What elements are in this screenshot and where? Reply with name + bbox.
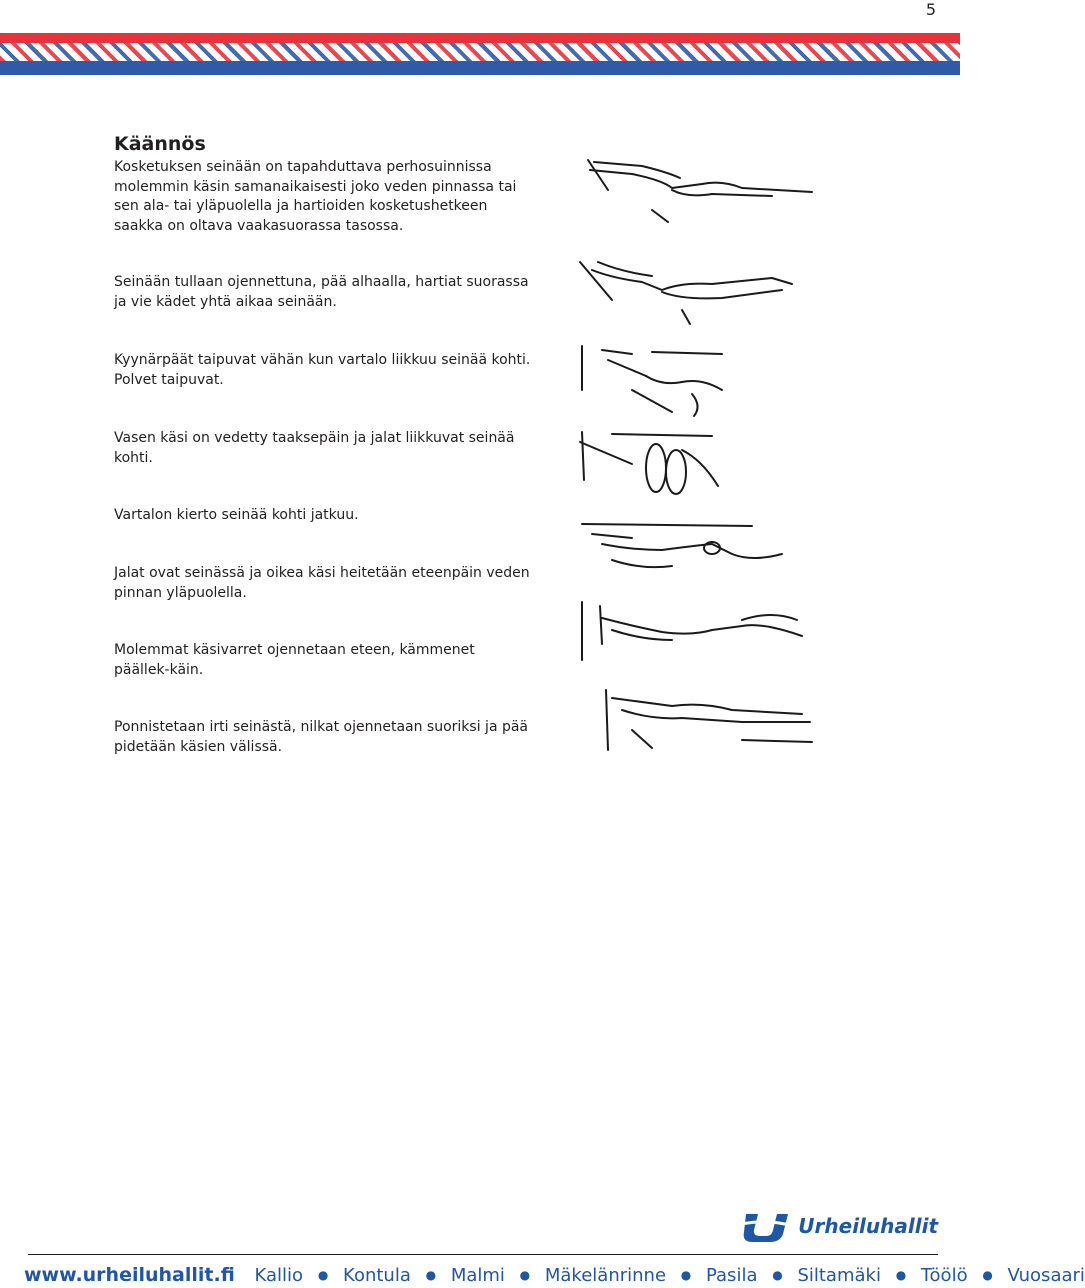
logo-text: Urheiluhallit [798,1214,938,1238]
paragraph-8: Ponnistetaan irti seinästä, nilkat ojennetaan suoriksi ja pää pidetään käsien välissä. [114,719,529,755]
footer-location-kallio: Kallio [254,1265,304,1286]
footer-divider [28,1254,938,1255]
paragraph-3: Kyynärpäät taipuvat vähän kun vartalo liikkuu seinää kohti. Polvet taipuvat. [114,352,531,388]
swimmer-figure-6 [582,602,802,660]
swimmer-figure-3 [582,346,722,416]
paragraph-2: Seinään tullaan ojennettuna, pää alhaalla, hartiat suorassa ja vie kädet yhtä aikaa seinään. [114,274,529,310]
urheiluhallit-logo [742,1208,938,1244]
swimmer-figure-1 [588,160,812,222]
footer-bullet: ● [982,1268,993,1282]
footer-website-link[interactable]: www.urheiluhallit.fi [24,1264,235,1286]
swimmer-sequence-figure [572,150,812,770]
paragraph-4: Vasen käsi on vedetty taaksepäin ja jalat liikkuvat seinää kohti. [114,430,515,466]
swimmer-figure-2 [580,262,792,324]
paragraph-6: Jalat ovat seinässä ja oikea käsi heitetään eteenpäin veden pinnan yläpuolella. [114,565,530,601]
paragraph-1: Kosketuksen seinään on tapahduttava perhosuinnissa molemmin käsin samanaikaisesti joko veden pinnassa tai sen ala- tai yläpuolella ja hartioiden kosketushetkeen saakka on oltava vaakasuorassa tasossa. [114,159,517,234]
header-stripe-blue [0,61,960,75]
page-title: Käännös [114,133,206,155]
footer-location-toolo: Töölö [920,1265,968,1286]
swimmer-figure-4 [580,432,718,494]
footer-location-malmi: Malmi [450,1265,505,1286]
header-stripe-red [0,33,960,43]
footer-bullet: ● [680,1268,692,1282]
swimmer-illustrations [572,150,812,770]
footer-location-siltamaki: Siltamäki [797,1265,881,1286]
footer-location-pasila: Pasila [705,1265,758,1286]
footer-location-makelanrinne: Mäkelänrinne [544,1265,667,1286]
swimmer-figure-5 [582,524,782,567]
urheiluhallit-logo-mark-icon [742,1208,794,1244]
footer-bullet: ● [895,1268,907,1282]
footer-bullet: ● [519,1268,531,1282]
paragraph-5: Vartalon kierto seinää kohti jatkuu. [114,507,359,523]
footer-location-vuosaari: Vuosaari [1007,1265,1085,1286]
text-column [114,132,534,755]
swimmer-figure-7 [606,690,812,750]
footer-bullet: ● [425,1268,437,1282]
page-number: 5 [925,0,936,19]
footer-bullet: ● [772,1268,783,1282]
paragraph-7: Molemmat käsivarret ojennetaan eteen, kämmenet päällek-käin. [114,642,475,678]
footer-bullet: ● [317,1268,329,1282]
footer [24,1264,1085,1286]
footer-location-kontula: Kontula [343,1265,411,1286]
header-stripe-pattern [0,43,960,61]
